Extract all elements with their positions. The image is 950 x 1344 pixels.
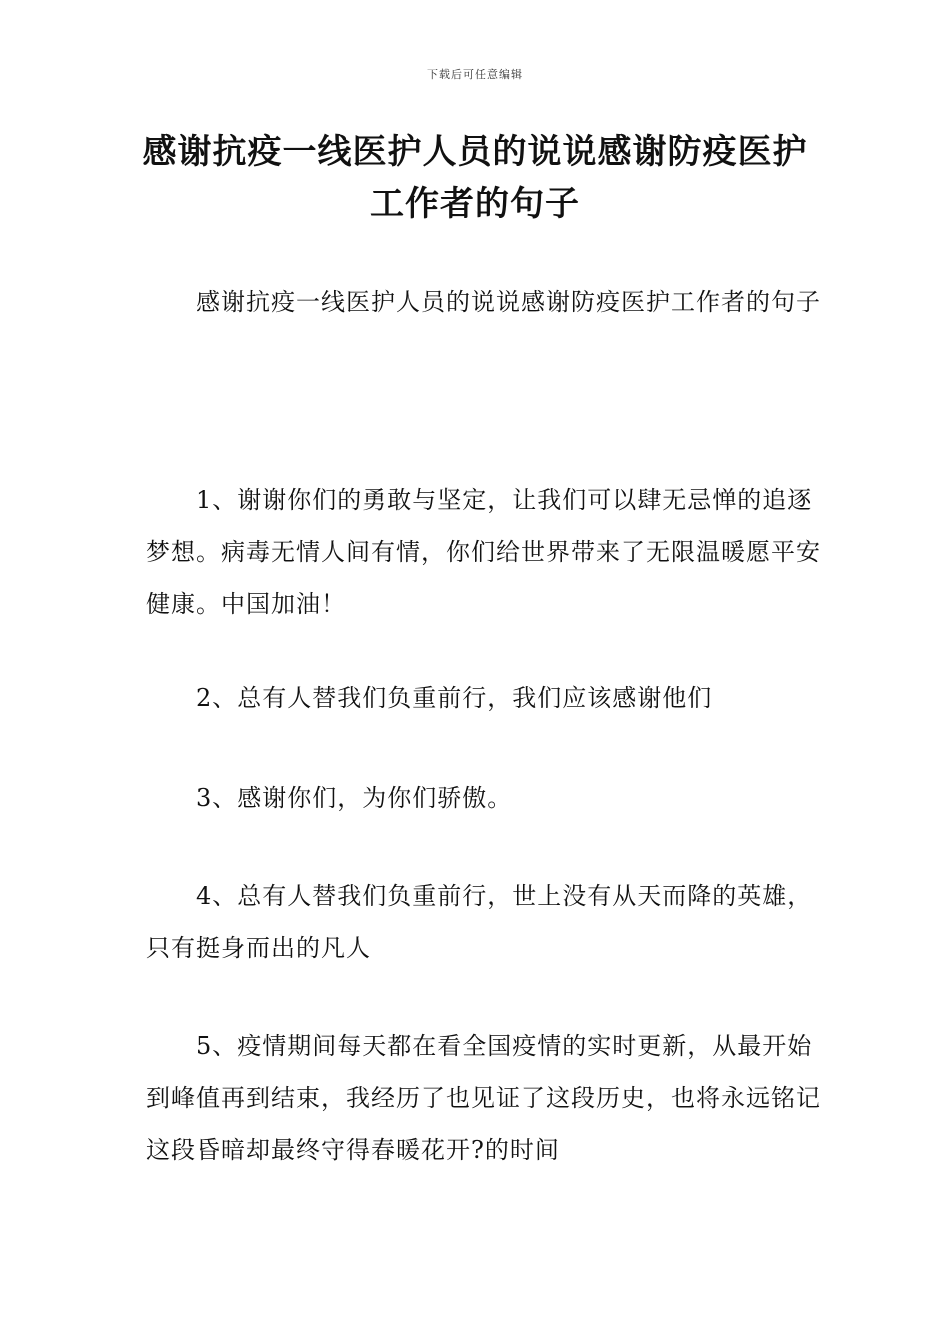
list-item-2: 2、总有人替我们负重前行，我们应该感谢他们 xyxy=(196,684,713,712)
list-item-3: 3、感谢你们，为你们骄傲。 xyxy=(196,784,513,812)
header-note: 下载后可任意编辑 xyxy=(427,68,523,81)
list-item-1: 1、谢谢你们的勇敢与坚定，让我们可以肆无忌惮的追逐梦想。病毒无情人间有情，你们给世界带来了无限温暖愿平安健康。中国加油！ xyxy=(146,486,821,618)
list-item-5: 5、疫情期间每天都在看全国疫情的实时更新，从最开始到峰值再到结束，我经历了也见证了这段历史，也将永远铭记这段昏暗却最终守得春暖花开?的时间 xyxy=(146,1032,821,1164)
intro-paragraph: 感谢抗疫一线医护人员的说说感谢防疫医护工作者的句子 xyxy=(196,288,821,316)
list-item-4: 4、总有人替我们负重前行，世上没有从天而降的英雄，只有挺身而出的凡人 xyxy=(146,882,813,962)
document-title: 感谢抗疫一线医护人员的说说感谢防疫医护工作者的句子 xyxy=(142,132,808,224)
